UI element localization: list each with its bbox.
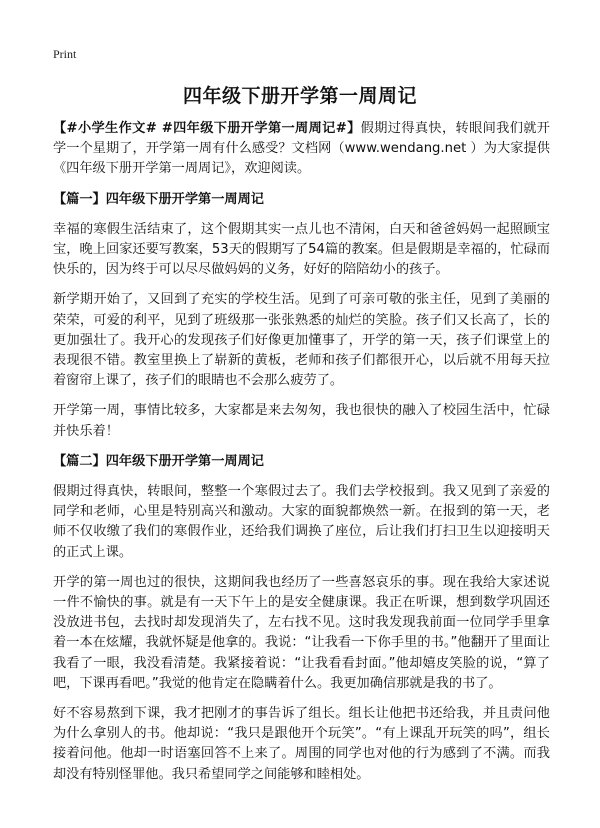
intro-paragraph	[53, 119, 550, 180]
section-one-paragraph-1: 幸福的寒假生活结束了，这个假期其实一点儿也不清闲，白天和爸爸妈妈一起照顾宝宝，晚上回家还要写教案，53天的假期写了54篇的教案。但是假期是幸福的，忙碌而快乐的，因为终于可以尽尽做妈妈的义务，好好的陪陪幼小的孩子。	[53, 221, 550, 278]
intro-text: 假期过得真快，转眼间我们就开学一个星期了，开学第一周有什么感受？文档网（www.wendang.net ）为大家提供《四年级下册开学第一周周记》，欢迎阅读。	[53, 121, 550, 177]
page-title: 四年级下册开学第一周周记	[182, 85, 417, 107]
section-two-heading: 【篇二】四年级下册开学第一周周记	[53, 453, 264, 469]
section-one-paragraph-2: 新学期开始了，又回到了充实的学校生活。见到了可亲可敬的张主任，见到了美丽的荣荣，可爱的利平，见到了班级那一张张熟悉的灿烂的笑脸。孩子们又长高了，长的更加强壮了。我开心的发现孩子们好像更加懂事了，开学的第一天，孩子们课堂上的表现很不错。教室里换上了崭新的黄板，老师和孩子们都很开心，以后就不用每天拉着窗帘上课了，孩子们的眼睛也不会那么疲劳了。	[53, 292, 550, 389]
section-one-paragraph-3: 开学第一周，事情比较多，大家都是来去匆匆，我也很快的融入了校园生活中，忙碌并快乐着！	[53, 403, 550, 439]
print-label: Print	[53, 47, 77, 61]
section-one-heading: 【篇一】四年级下册开学第一周周记	[53, 191, 264, 207]
section-two-paragraph-3: 好不容易熬到下课，我才把刚才的事告诉了组长。组长让他把书还给我，并且责问他为什么拿别人的书。他却说：“我只是跟他开个玩笑”。“有上课乱开玩笑的吗”，组长接着问他。他却一时语塞回答不上来了。周围的同学也对他的行为感到了不满。而我却没有特别怪罪他。我只希望同学之间能够和睦相处。	[53, 706, 550, 782]
document-body	[53, 119, 550, 795]
section-two-paragraph-1: 假期过得真快，转眼间，整整一个寒假过去了。我们去学校报到。我又见到了亲爱的同学和老师，心里是特别高兴和激动。大家的面貌都焕然一新。在报到的第一天，老师不仅收缴了我们的寒假作业，还给我们调换了座位，后让我们打扫卫生以迎接明天的正式上课。	[53, 484, 550, 560]
intro-tag: 【#小学生作文# #四年级下册开学第一周周记#】	[53, 121, 361, 136]
section-two-paragraph-2: 开学的第一周也过的很快，这期间我也经历了一些喜怒哀乐的事。现在我给大家述说一件不愉快的事。就是有一天下午上的是安全健康课。我正在听课，想到数学巩固还没放进书包，去找时却发现消失了，左右找不见。这时我发现我前面一位同学手里拿着一本在炫耀，我就怀疑是他拿的。我说：“让我看一下你手里的书。”他翻开了里面让我看了一眼，我没看清楚。我紧接着说：“让我看看封面。”他却嬉皮笑脸的说，“算了吧，下课再看吧。”我觉的他肯定在隐瞒着什么。我更加确信那就是我的书了。	[53, 574, 550, 691]
